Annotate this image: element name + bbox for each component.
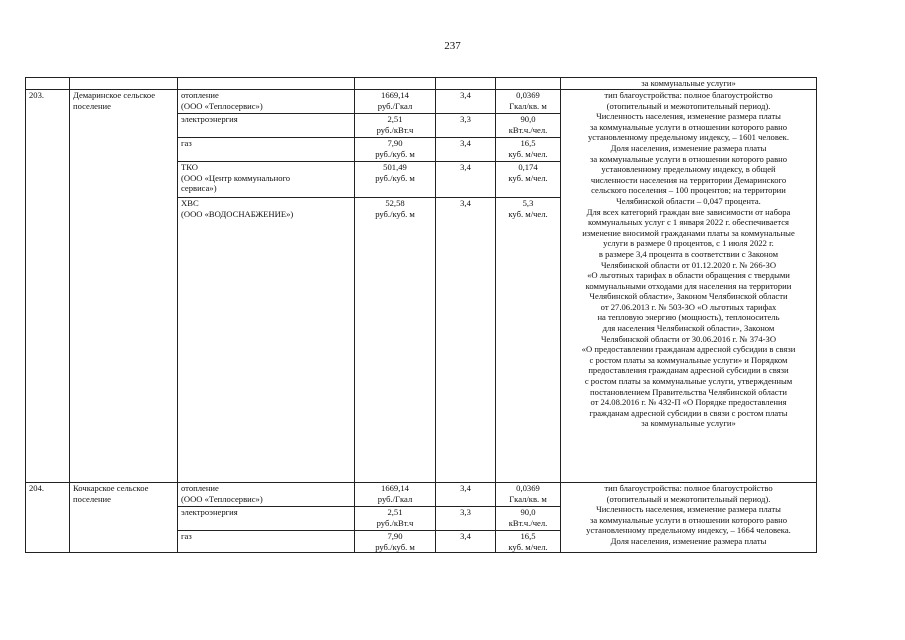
- norm-text: 0,0369: [516, 90, 540, 100]
- settlement-number-text: 204.: [29, 483, 45, 493]
- description-line: Численность населения, изменение размера платы: [596, 111, 781, 122]
- index-text: 3,4: [460, 198, 471, 208]
- index-value: [436, 507, 496, 531]
- description-line: Челябинской области от 30.06.2016 г. № 374-ЗО: [600, 333, 777, 344]
- resource-name: [178, 162, 355, 198]
- tariff-text: руб./кВт.ч: [376, 124, 414, 135]
- index-text: 3,3: [460, 507, 471, 517]
- description-line: «О предоставлении гражданам адресной субсидии в связи: [581, 344, 796, 355]
- norm-value: [496, 138, 561, 162]
- norm-value: [496, 114, 561, 138]
- norm-text: 16,5: [520, 531, 536, 541]
- index-text: 3,4: [460, 162, 471, 172]
- description-line: тип благоустройства: полное благоустройство: [604, 90, 773, 100]
- description-line: Челябинской области – 0,047 процента.: [616, 195, 761, 206]
- index-value: [436, 90, 496, 114]
- description-line: от 24.08.2016 г. № 432-П «О Порядке предоставления: [590, 397, 787, 408]
- description-line: с ростом платы за коммунальные услуги» и Порядком: [589, 354, 788, 365]
- index-text: 3,4: [460, 531, 471, 541]
- tariff-text: руб./кВт.ч: [376, 517, 414, 528]
- description-line: предоставления гражданам адресной субсидии в связи: [588, 365, 789, 376]
- resource-name-text: ХВС: [181, 198, 199, 208]
- description-line: за коммунальные услуги в отношении которого равно: [589, 153, 788, 164]
- settlement-description: [561, 90, 817, 483]
- index-text: 3,3: [460, 114, 471, 124]
- resource-name: [178, 138, 355, 162]
- norm-text: Гкал/кв. м: [509, 100, 547, 111]
- description-line: (отопительный и межотопительный период).: [606, 493, 771, 504]
- settlement-name: [70, 483, 178, 553]
- index-text: 3,4: [460, 90, 471, 100]
- settlement-name: [70, 90, 178, 483]
- description-line: коммунальными отходами для населения на территории: [585, 280, 792, 291]
- norm-text: 90,0: [520, 114, 536, 124]
- index-value: [436, 198, 496, 483]
- norm-value: [496, 90, 561, 114]
- description-line: установленному предельному индексу, в общей: [601, 164, 776, 175]
- tariff-table: [25, 77, 817, 553]
- description-line: коммунальных услуг с 1 января 2022 г. обеспечивается: [588, 217, 789, 228]
- tariff-value: [355, 162, 436, 198]
- norm-text: кВт.ч./чел.: [508, 124, 548, 135]
- description-line: тип благоустройства: полное благоустройство: [604, 483, 773, 493]
- norm-text: кВт.ч./чел.: [508, 517, 548, 528]
- tariff-text: 2,51: [387, 507, 403, 517]
- settlement-number-text: 203.: [29, 90, 45, 100]
- tariff-text: руб./куб. м: [375, 148, 415, 159]
- index-value: [436, 531, 496, 553]
- resource-name-text: (ООО «Центр коммунального: [181, 172, 291, 183]
- description-line: для населения Челябинской области», Законом: [602, 323, 775, 334]
- resource-name: [178, 198, 355, 483]
- norm-value: [496, 531, 561, 553]
- description-line: численности населения на территории Демаринского: [590, 174, 787, 185]
- norm-text: 5,3: [522, 198, 534, 208]
- description-line: постановлением Правительства Челябинской области: [590, 386, 787, 397]
- norm-value: [496, 198, 561, 483]
- tariff-value: [355, 198, 436, 483]
- index-text: 3,4: [460, 483, 471, 493]
- description-line: за коммунальные услуги в отношении которого равно: [589, 514, 788, 525]
- tariff-text: 1669,14: [381, 483, 409, 493]
- resource-name: [178, 507, 355, 531]
- settlement-name-text: Демаринское сельское поселение: [73, 90, 156, 111]
- norm-text: Гкал/кв. м: [509, 493, 547, 504]
- description-line: услуги в размере 0 процентов, с 1 июля 2022 г.: [603, 238, 774, 249]
- description-line: (отопительный и межотопительный период).: [606, 100, 771, 111]
- resource-name-text: газ: [181, 531, 192, 541]
- norm-value: [496, 507, 561, 531]
- description-line: Доля населения, изменение размера платы: [610, 142, 767, 153]
- norm-value: [496, 483, 561, 507]
- description-line: за коммунальные услуги»: [641, 418, 736, 429]
- settlement-description: [561, 483, 817, 553]
- norm-text: 90,0: [520, 507, 536, 517]
- resource-name-text: электроэнергия: [181, 114, 238, 124]
- tariff-value: [355, 90, 436, 114]
- resource-name: [178, 90, 355, 114]
- settlement-number: [26, 90, 70, 483]
- description-line: Численность населения, изменение размера платы: [596, 504, 781, 515]
- norm-text: куб. м/чел.: [508, 172, 548, 183]
- description-line: «О льготных тарифах в области обращения с твердыми: [587, 270, 790, 281]
- tariff-value: [355, 531, 436, 553]
- tariff-value: [355, 483, 436, 507]
- description-line: на тепловую энергию (мощность), теплоноситель: [597, 312, 780, 323]
- index-text: 3,4: [460, 138, 471, 148]
- norm-text: 0,0369: [516, 483, 540, 493]
- resource-name-text: газ: [181, 138, 192, 148]
- description-line: изменение вносимой гражданами платы за коммунальные: [582, 227, 795, 238]
- tariff-text: руб./Гкал: [377, 493, 413, 504]
- norm-text: куб. м/чел.: [508, 208, 548, 219]
- continuation-row: [26, 78, 817, 90]
- resource-name-text: электроэнергия: [181, 507, 238, 517]
- resource-name: [178, 531, 355, 553]
- resource-name-text: (ООО «Теплосервис»): [181, 493, 263, 504]
- tariff-text: руб./Гкал: [377, 100, 413, 111]
- tariff-text: 7,90: [387, 138, 403, 148]
- tariff-text: 501,49: [383, 162, 407, 172]
- tariff-text: руб./куб. м: [375, 541, 415, 552]
- norm-text: куб. м/чел.: [508, 148, 548, 159]
- table-row: [26, 483, 817, 507]
- resource-name-text: ТКО: [181, 162, 198, 172]
- tariff-text: руб./куб. м: [375, 172, 415, 183]
- table-row: [26, 90, 817, 114]
- index-value: [436, 138, 496, 162]
- description-line: Доля населения, изменение размера платы: [610, 535, 767, 546]
- settlement-name-text: Кочкарское сельское поселение: [73, 483, 149, 504]
- resource-name: [178, 483, 355, 507]
- description-line: от 27.06.2013 г. № 503-ЗО «О льготных тарифах: [600, 301, 777, 312]
- description-line: в размере 3,4 процента в соответствии с Законом: [598, 248, 779, 259]
- resource-name-text: сервиса»): [181, 183, 217, 194]
- tariff-value: [355, 114, 436, 138]
- tariff-value: [355, 138, 436, 162]
- tariff-text: 52,58: [385, 198, 405, 208]
- resource-name: [178, 114, 355, 138]
- tariff-text: руб./куб. м: [375, 208, 415, 219]
- resource-name-text: (ООО «ВОДОСНАБЖЕНИЕ»): [181, 208, 294, 219]
- description-line: Челябинской области», Законом Челябинской области: [589, 291, 788, 302]
- tariff-text: 7,90: [387, 531, 403, 541]
- tariff-text: 1669,14: [381, 90, 409, 100]
- description-line: Для всех категорий граждан вне зависимости от набора: [586, 206, 791, 217]
- index-value: [436, 114, 496, 138]
- index-value: [436, 162, 496, 198]
- resource-name-text: отопление: [181, 90, 219, 100]
- description-line: установленному предельному индексу, – 1601 человек.: [588, 132, 789, 143]
- page-number: 237: [444, 40, 461, 52]
- index-value: [436, 483, 496, 507]
- description-line: гражданам адресной субсидии в связи с ростом платы: [589, 407, 788, 418]
- description-line: Челябинской области от 01.12.2020 г. № 266-ЗО: [600, 259, 777, 270]
- continuation-text: за коммунальные услуги»: [561, 78, 817, 90]
- description-line: с ростом платы за коммунальные услуги, утвержденным: [584, 376, 793, 387]
- tariff-text: 2,51: [387, 114, 403, 124]
- description-line: сельского поселения – 100 процентов; на территории: [591, 185, 786, 196]
- norm-text: куб. м/чел.: [508, 541, 548, 552]
- description-line: установленному предельному индексу, – 1664 человека.: [586, 525, 791, 536]
- tariff-value: [355, 507, 436, 531]
- norm-text: 16,5: [520, 138, 536, 148]
- settlement-number: [26, 483, 70, 553]
- norm-text: 0,174: [518, 162, 538, 172]
- resource-name-text: (ООО «Теплосервис»): [181, 100, 263, 111]
- resource-name-text: отопление: [181, 483, 219, 493]
- description-line: за коммунальные услуги в отношении которого равно: [589, 121, 788, 132]
- norm-value: [496, 162, 561, 198]
